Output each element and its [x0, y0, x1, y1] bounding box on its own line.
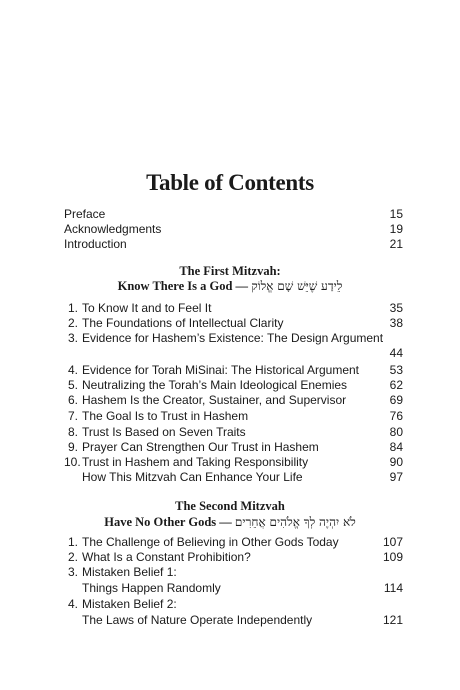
toc-entry-number: 9. [67, 440, 78, 454]
toc-entry-page: 15 [389, 207, 403, 221]
toc-entry [64, 424, 403, 440]
toc-entry-page: 35 [389, 301, 403, 315]
toc-entry [64, 362, 403, 378]
toc-entry-page: 97 [389, 470, 403, 484]
toc-entry-page: 90 [389, 455, 403, 469]
toc-entry-number: 10. [64, 455, 81, 469]
toc-entry-page: 84 [389, 440, 403, 454]
toc-entry-number: 7. [67, 409, 78, 423]
toc-entry [64, 454, 403, 470]
page-title: Table of Contents [146, 170, 314, 195]
toc-entry-label: 7. The Goal Is to Trust in Hashem [64, 408, 248, 424]
toc-entry-label: 4. Mistaken Belief 2: [64, 596, 177, 612]
toc-entry-page: 114 [383, 581, 403, 595]
toc-entry-number: 3. [67, 331, 78, 345]
toc-entry [64, 439, 403, 455]
toc-entry [64, 330, 403, 346]
toc-entry-number: 4. [67, 363, 78, 377]
toc-entry-page: 19 [389, 222, 403, 236]
toc-entry-label: 5. Neutralizing the Torah’s Main Ideological Enemies [64, 377, 347, 393]
toc-entry [64, 377, 403, 393]
toc-entry [64, 392, 403, 408]
toc-entry-page: 109 [382, 550, 403, 564]
toc-entry [64, 315, 403, 331]
toc-entry-label: 2. What Is a Constant Prohibition? [64, 549, 251, 565]
toc-entry [64, 300, 403, 316]
toc-entry-label: Acknowledgments [64, 222, 162, 236]
toc-entry-number: 2. [67, 550, 78, 564]
section-subtitle-hebrew: לֹא יִהְיֶה לְךָ אֱלֹהִים אֲחֵרִים [234, 515, 356, 529]
toc-entry-label: 4. Evidence for Torah MiSinai: The Historical Argument [64, 362, 359, 378]
toc-entry-page: 76 [389, 409, 403, 423]
toc-entry-page: 53 [389, 363, 403, 377]
toc-entry-page: 44 [389, 346, 403, 360]
toc-entry-page: 107 [382, 535, 403, 549]
toc-entry-label: How This Mitzvah Can Enhance Your Life [82, 470, 303, 484]
toc-entry-number: 6. [67, 393, 78, 407]
section-subtitle [0, 514, 460, 531]
toc-entry-page: 21 [389, 237, 403, 251]
toc-entry-number: 8. [67, 425, 78, 439]
toc-entry [64, 469, 403, 485]
section-subtitle [0, 278, 460, 295]
toc-entry-introduction [64, 236, 403, 252]
toc-entry-label: 10.Trust in Hashem and Taking Responsibility [64, 455, 309, 469]
toc-entry-page-line [64, 345, 403, 361]
toc-entry-number: 3. [67, 565, 78, 579]
toc-entry [64, 612, 403, 628]
toc-entry-page: 69 [389, 393, 403, 407]
toc-entry-label: 1. The Challenge of Believing in Other Gods Today [64, 534, 339, 550]
toc-entry-number: 5. [67, 378, 78, 392]
toc-entry-number: 2. [67, 316, 78, 330]
section-heading: The Second Mitzvah [175, 499, 285, 513]
toc-entry [64, 549, 403, 565]
toc-entry [64, 596, 403, 612]
toc-entry-label: 8. Trust Is Based on Seven Traits [64, 424, 246, 440]
toc-entry-number: 1. [67, 301, 78, 315]
section-heading: The First Mitzvah: [179, 264, 281, 278]
toc-entry-acknowledgments [64, 221, 403, 237]
toc-entry-page: 38 [389, 316, 403, 330]
toc-entry-label: 3. Mistaken Belief 1: [64, 564, 177, 580]
toc-entry-label: 6. Hashem Is the Creator, Sustainer, and Supervisor [64, 392, 346, 408]
section-subtitle-english: Know There Is a God — [117, 279, 249, 293]
toc-entry-number: 1. [67, 535, 78, 549]
toc-entry-label: 1. To Know It and to Feel It [64, 300, 211, 316]
toc-entry [64, 564, 403, 580]
toc-entry-label: 3. Evidence for Hashem’s Existence: The Design Argument [64, 330, 383, 346]
toc-entry-label: Introduction [64, 237, 127, 251]
toc-entry-page: 121 [382, 613, 403, 627]
section-subtitle-hebrew: לֵידַע שֶׁיֵּשׁ שָׁם אֱלוֹק [251, 279, 343, 293]
toc-entry [64, 534, 403, 550]
toc-entry [64, 408, 403, 424]
section-subtitle-english: Have No Other Gods — [104, 515, 232, 529]
toc-entry-preface [64, 206, 403, 222]
toc-entry-label: Preface [64, 207, 106, 221]
toc-entry-label: The Laws of Nature Operate Independently [82, 613, 313, 627]
toc-entry [64, 580, 403, 596]
toc-entry-page: 62 [389, 378, 403, 392]
toc-entry-label: Things Happen Randomly [82, 581, 221, 595]
toc-entry-label: 9. Prayer Can Strengthen Our Trust in Hashem [64, 439, 319, 455]
toc-entry-label: 2. The Foundations of Intellectual Clarity [64, 315, 283, 331]
toc-entry-page: 80 [389, 425, 403, 439]
toc-entry-number: 4. [67, 597, 78, 611]
